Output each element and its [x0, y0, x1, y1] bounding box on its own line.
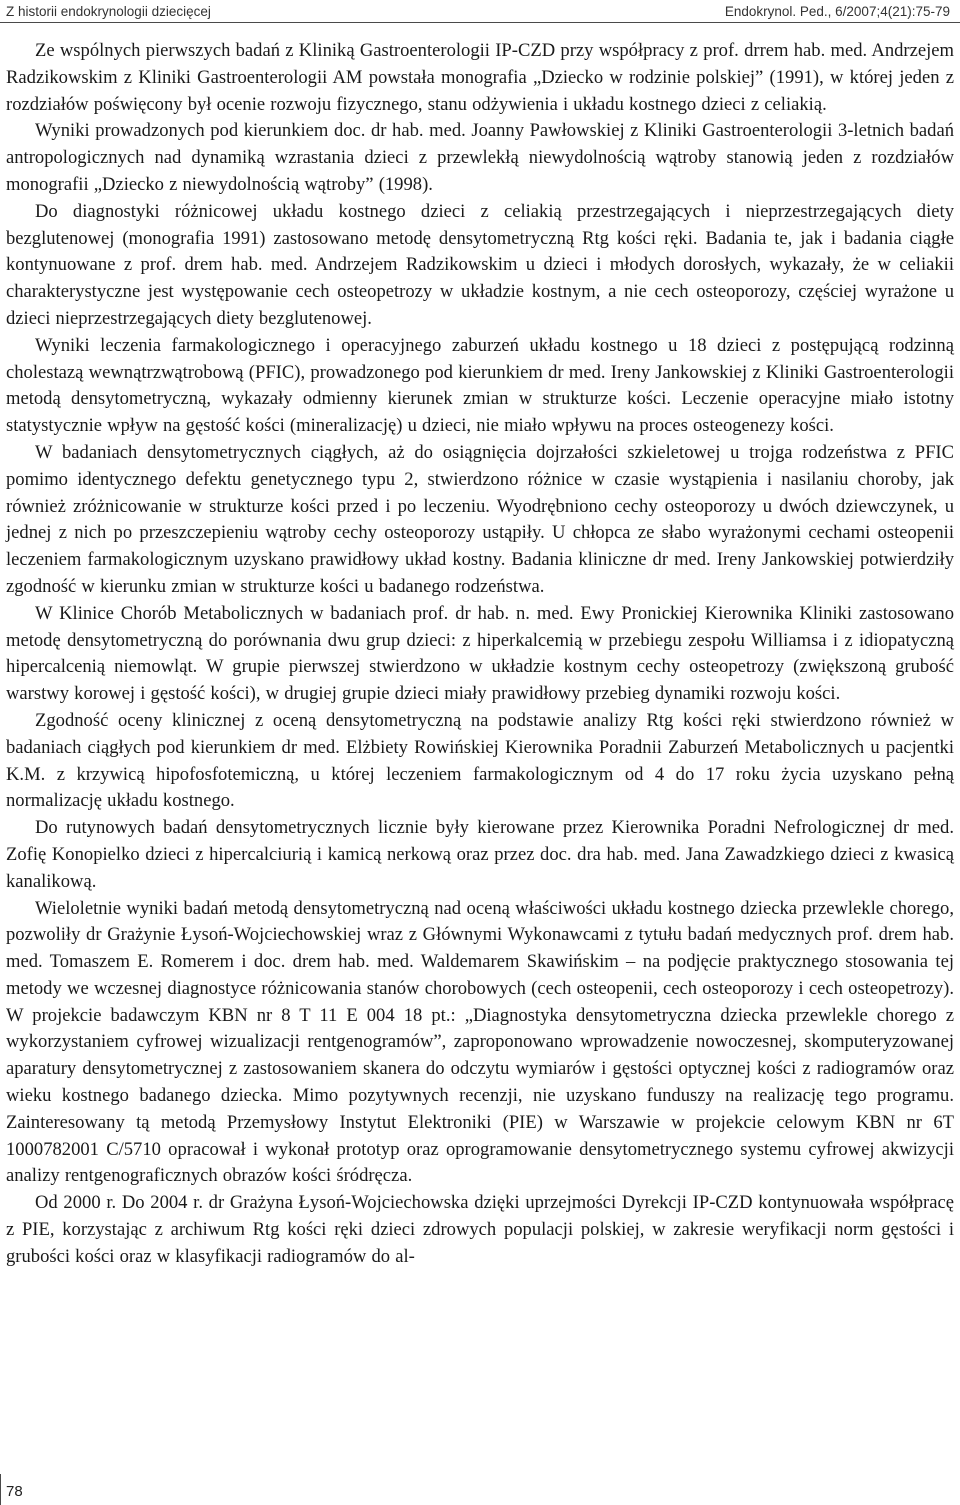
paragraph-8: Do rutynowych badań densytometrycznych licznie były kierowane przez Kierownika Poradni Nefrologicznej dr med. Zofię Konopielko dzieci z hipercalciurią i kamicą nerkową oraz przez doc. dra hab. med. Jana Zawadzkiego dzieci z kwasicą kanalikową. — [6, 817, 954, 892]
page-number: 78 — [6, 1483, 23, 1500]
paragraph-2: Wyniki prowadzonych pod kierunkiem doc. dr hab. med. Joanny Pawłowskiej z Kliniki Gastroenterologii 3-letnich badań antropologicznych nad dynamiką wzrastania dzieci z przewlekłą niewydolnością wątroby stanowią jeden z rozdziałów monografii „Dziecko z niewydolnością wątroby” (1998). — [6, 120, 954, 195]
paragraph-9: Wieloletnie wyniki badań metodą densytometryczną nad oceną właściwości układu kostnego dziecka przewlekle chorego, pozwoliły dr Grażynie Łysoń-Wojciechowskiej wraz z Głównymi Wykonawcami z tytułu badań medycznych prof. drem hab. med. Tomaszem E. Romerem i doc. drem hab. med. Waldemarem Skawińskim – na podjęcie praktycznego stosowania tej metody we wczesnej diagnostyce różnicowania stanów chorobowych (cech osteopenii, cech osteoporozy i cech osteopetrozy). W projekcie badawczym KBN nr 8 T 11 E 004 18 pt.: „Diagnostyka densytometryczna dziecka przewlekle chorego z wykorzystaniem cyfrowej wizualizacji rentgenogramów”, zaproponowano wprowadzenie nowoczesnej, skomputeryzowanej aparatury densytometrycznej z zastosowaniem skanera do odczytu wymiarów i gęstości optycznej kości z radiogramów oraz wieku kostnego badanego dziecka. Mimo pozytywnych recenzji, nie uzyskano funduszy na realizację tego programu. Zainteresowany tą metodą Przemysłowy Instytut Elektroniki (PIE) w Warszawie w projekcie celowym KBN nr 6T 1000782001 C/5710 opracował i wykonał prototyp oraz oprogramowanie densytometrycznego systemu cyfrowej akwizycji analizy rentgenograficznych obrazów kości śródręcza. — [6, 897, 954, 1187]
paragraph-1: Ze wspólnych pierwszych badań z Kliniką Gastroenterologii IP-CZD przy współpracy z prof. drrem hab. med. Andrzejem Radzikowskim z Kliniki Gastroenterologii AM powstała monografia „Dziecko w rodzinie polskiej” (1991), w której jeden z rozdziałów poświęcony był ocenie rozwoju fizycznego, stanu odżywienia i układu kostnego dzieci z celiakią. — [6, 40, 954, 115]
paragraph-6: W Klinice Chorób Metabolicznych w badaniach prof. dr hab. n. med. Ewy Pronickiej Kierownika Kliniki zastosowano metodę densytometryczną do porównania dwu grup dzieci: z hiperkalcemią w przebiegu zespołu Williamsa i z idiopatyczną hipercalcenią niemowląt. W grupie pierwszej stwierdzono w układzie kostnym cechy osteopetrozy (zwiększoną grubość warstwy korowej i gęstość kości), w drugiej grupie dzieci miały prawidłowy przebieg dynamiki rozwoju kości. — [6, 602, 954, 705]
journal-citation: Endokrynol. Ped., 6/2007;4(21):75-79 — [724, 3, 950, 19]
paragraph-10: Od 2000 r. Do 2004 r. dr Grażyna Łysoń-Wojciechowska dzięki uprzejmości Dyrekcji IP-CZD kontynuowała współpracę z PIE, korzystając z archiwum Rtg kości ręki dzieci zdrowych populacji polskiej, w zakresie weryfikacji norm gęstości i grubości kości oraz w klasyfikacji radiogramów do al- — [6, 1192, 954, 1267]
footer-rule — [0, 1474, 1, 1505]
paragraph-4: Wyniki leczenia farmakologicznego i operacyjnego zaburzeń układu kostnego u 18 dzieci z postępującą rodzinną cholestazą wewnątrzwątrobową (PFIC), prowadzonego pod kierunkiem dr med. Ireny Jankowskiej z Kliniki Gastroenterologii metodą densytometryczną, wykazały odmienny kierunek zmian w strukturze kości. Leczenie operacyjne miało istotny statystycznie wpływ na gęstość kości (mineralizację) u dzieci, nie miało wpływu na proces osteogenezy kości. — [6, 334, 954, 437]
paragraph-3: Do diagnostyki różnicowej układu kostnego dzieci z celiakią przestrzegających i nieprzestrzegających diety bezglutenowej (monografia 1991) zastosowano metodę densytometryczną Rtg kości ręki. Badania te, jak i badania ciągłe kontynuowane z prof. drem hab. med. Andrzejem Radzikowskim u dzieci i młodych dorosłych, wykazały, że w celiakii charakterystyczne jest występowanie cech osteopetrozy w układzie kostnym, a nie cech osteoporozy, częściej wyrażone u dzieci nieprzestrzegających diety bezglutenowej. — [6, 200, 954, 329]
header-rule — [0, 22, 960, 23]
article-body — [6, 38, 954, 1271]
section-title: Z historii endokrynologii dziecięcej — [6, 3, 211, 19]
paragraph-7: Zgodność oceny klinicznej z oceną densytometryczną na podstawie analizy Rtg kości ręki stwierdzono również w badaniach ciągłych pod kierunkiem dr med. Elżbiety Rowińskiej Kierownika Poradnii Zaburzeń Metabolicznych u pacjentki K.M. z krzywicą hipofosfotemiczną, u której leczeniem farmakologicznym od 4 do 17 roku życia uzyskano pełną normalizację układu kostnego. — [6, 709, 954, 812]
paragraph-5: W badaniach densytometrycznych ciągłych, aż do osiągnięcia dojrzałości szkieletowej u trojga rodzeństwa z PFIC pomimo identycznego defektu genetycznego typu 2, stwierdzono różnice w czasie wystąpienia i nasilaniu choroby, jak również zróżnicowanie w strukturze kości przed i po leczeniu. Wyodrębniono cechy osteoporozy u dwóch dziewczynek, u jednej z nich po przeszczepieniu wątroby cechy osteoporozy ustąpiły. U chłopca ze słabo wyrażonymi cechami osteopenii leczeniem farmakologicznym uzyskano prawidłowy układ kostny. Badania kliniczne dr med. Ireny Jankowskiej potwierdziły zgodność w kierunku zmian w strukturze kości u badanego rodzeństwa. — [6, 441, 954, 597]
running-header — [6, 0, 950, 22]
